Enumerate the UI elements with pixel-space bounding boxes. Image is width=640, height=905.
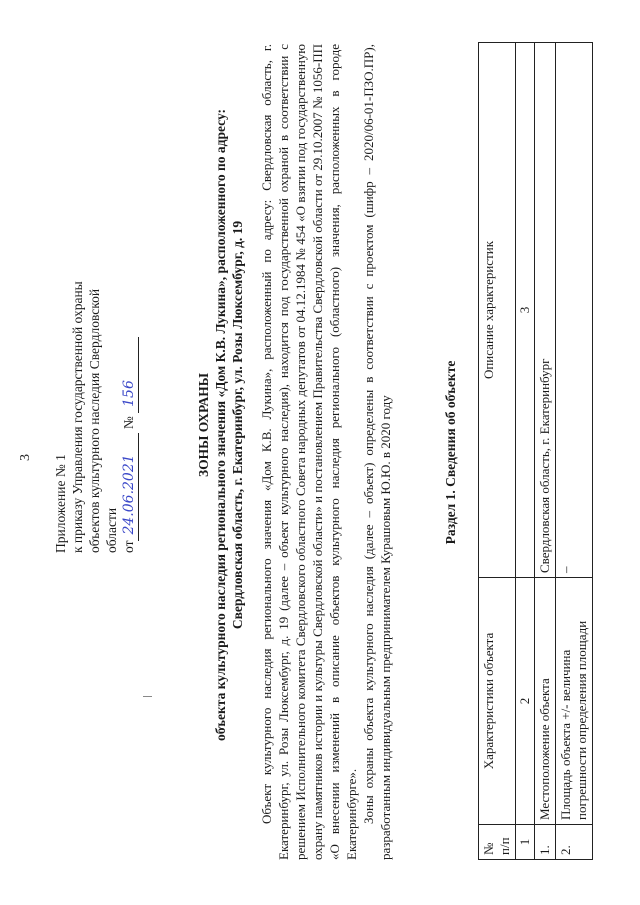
table-header-row	[479, 43, 516, 860]
appendix-block	[52, 133, 139, 553]
table-cell: 2.	[556, 825, 593, 860]
paragraph: Зоны охраны объекта культурного наследия (далее – объект) определены в соответствии с проектом (шифр – 2020/06-01-ПЗО.ПР), разработанным индивидуальным предпринимателем Курашовым Ю.Ю. в 2020 году	[361, 44, 393, 860]
table-cell: 3	[516, 43, 535, 578]
table-header-cell: Описание характеристик	[479, 43, 516, 578]
table-header-cell: № п/п	[479, 825, 516, 860]
appendix-line-3: объектов культурного наследия Свердловской	[87, 288, 102, 553]
table-index-row	[516, 43, 535, 860]
table-row	[535, 43, 556, 860]
object-info-table	[478, 42, 593, 860]
appendix-line-1: Приложение № 1	[53, 454, 68, 553]
table-cell: 1	[516, 825, 535, 860]
table-cell: 2	[516, 578, 535, 825]
table-cell: Местоположение объекта	[535, 578, 556, 825]
order-prefix: от	[121, 540, 136, 553]
appendix-line-4: области	[104, 507, 119, 553]
table-cell: Площадь объекта +/- величина погрешности определения площади	[556, 578, 593, 825]
table-header-cell: Характеристики объекта	[479, 578, 516, 825]
body-text	[258, 44, 394, 860]
page-number: 3	[18, 454, 33, 461]
order-line	[120, 133, 139, 553]
table-cell: 1.	[535, 825, 556, 860]
table-cell: –	[556, 43, 593, 578]
title-line-2: объекта культурного наследия регионального значения «Дом К.В. Лукина», расположенного по адресу:	[213, 108, 228, 742]
scan-artifact	[143, 696, 152, 697]
title-line-3: Свердловская область, г. Екатеринбург, ул. Розы Люксембург, д. 19	[230, 220, 245, 630]
table-row	[556, 43, 593, 860]
title-line-1: ЗОНЫ ОХРАНЫ	[196, 373, 211, 477]
appendix-line-2: к приказу Управления государственной охраны	[70, 281, 85, 553]
order-number-handwritten: 156	[121, 337, 139, 413]
paragraph: Объект культурного наследия регионального значения «Дом К.В. Лукина», расположенный по адресу: Свердловская область, г. Екатеринбург, ул. Розы Люксембург, д. 19 (далее – объект культурного наследия), находится под государственной охраной в соответствии с решением Исполнительного комитета Свердловского областного Совета народных депутатов от 04.12.1984 № 454 «О взятии под государственную охрану памятников истории и культуры Свердловской области» и постановлением Правительства Свердловской области от 29.10.2007 № 1056-ПП «О внесении изменений в описание объектов культурного наследия регионального (областного) значения, расположенных в городе Екатеринбурге».	[259, 44, 359, 860]
document-title	[195, 55, 246, 795]
order-date-handwritten: 24.06.2021	[121, 433, 139, 541]
order-number-label: №	[121, 416, 136, 430]
table-cell: Свердловская область, г. Екатеринбург	[535, 43, 556, 578]
section-title: Раздел 1. Сведения об объекте	[443, 360, 458, 545]
